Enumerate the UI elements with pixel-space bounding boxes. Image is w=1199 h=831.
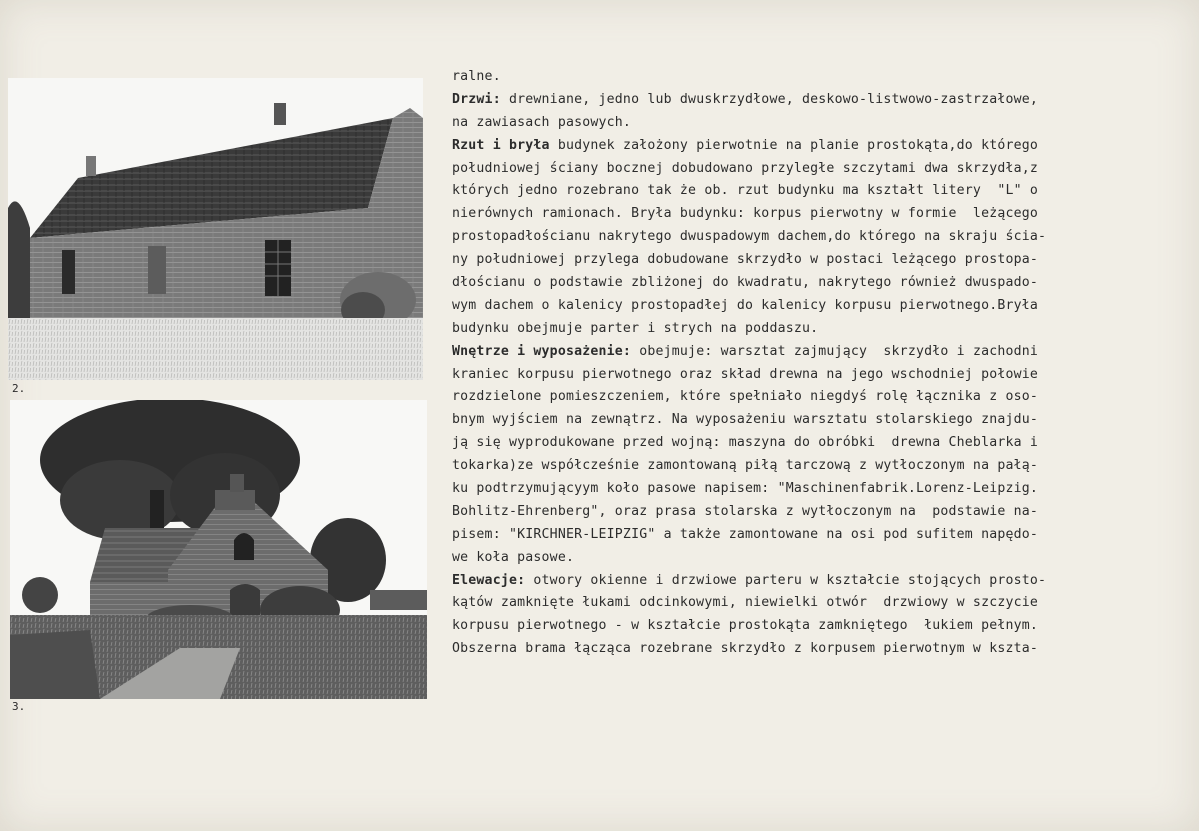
line-text: budynek założony pierwotnie na planie prostokąta,do którego <box>549 137 1039 153</box>
text-line <box>452 112 1182 135</box>
line-text: rozdzielone pomieszczeniem, które spełniało niegdyś rolę łącznika z oso- <box>452 389 1039 405</box>
photo-number-3: 3. <box>12 700 26 713</box>
text-line <box>452 158 1182 181</box>
photo-building-front-view <box>10 400 427 699</box>
line-text: których jedno rozebrano tak że ob. rzut budynku ma kształt litery "L" o <box>452 183 1039 199</box>
text-line <box>452 318 1182 341</box>
line-text: wym dachem o kalenicy prostopadłej do kalenicy korpusu pierwotnego.Bryła <box>452 297 1039 313</box>
text-line <box>452 272 1182 295</box>
section-heading: Wnętrze i wyposażenie: <box>452 343 632 359</box>
text-line <box>452 341 1182 364</box>
text-line <box>452 66 1182 89</box>
text-line <box>452 180 1182 203</box>
text-line <box>452 409 1182 432</box>
line-text: Bohlitz-Ehrenberg", oraz prasa stolarska z wytłoczonym na podstawie na- <box>452 503 1039 519</box>
typed-text-column <box>452 66 1182 661</box>
text-line <box>452 478 1182 501</box>
line-text: ją się wyprodukowane przed wojną: maszyna do obróbki drewna Cheblarka i <box>452 435 1039 451</box>
line-text: bnym wyjściem na zewnątrz. Na wyposażeniu warsztatu stolarskiego znajdu- <box>452 412 1039 428</box>
text-line <box>452 501 1182 524</box>
line-text: nierównych ramionach. Bryła budynku: korpus pierwotny w formie leżącego <box>452 206 1039 222</box>
text-line <box>452 638 1182 661</box>
section-heading: Elewacje: <box>452 572 526 588</box>
line-text: Obszerna brama łącząca rozebrane skrzydło z korpusem pierwotnym w kszta- <box>452 641 1039 657</box>
line-text: obejmuje: warsztat zajmujący skrzydło i zachodni <box>631 343 1039 359</box>
photo-building-side-view <box>8 78 423 380</box>
line-text: we koła pasowe. <box>452 549 575 565</box>
text-line <box>452 386 1182 409</box>
line-text: otwory okienne i drzwiowe parteru w kształcie stojących prosto- <box>525 572 1047 588</box>
line-text: kraniec korpusu pierwotnego oraz skład drewna na jego wschodniej połowie <box>452 366 1039 382</box>
line-text: pisem: "KIRCHNER-LEIPZIG" a także zamontowane na osi pod sufitem napędo- <box>452 526 1039 542</box>
text-line <box>452 203 1182 226</box>
line-text: drewniane, jedno lub dwuskrzydłowe, deskowo-listwowo-zastrzałowe, <box>500 91 1039 107</box>
text-line <box>452 547 1182 570</box>
line-text: ny południowej przylega dobudowane skrzydło w postaci leżącego prostopa- <box>452 252 1039 268</box>
text-line <box>452 592 1182 615</box>
building-photo-image <box>8 78 423 380</box>
text-line <box>452 615 1182 638</box>
text-line <box>452 432 1182 455</box>
text-line <box>452 295 1182 318</box>
text-line <box>452 89 1182 112</box>
text-line <box>452 249 1182 272</box>
text-line <box>452 570 1182 593</box>
section-heading: Drzwi: <box>452 91 501 107</box>
building-front-photo-image <box>10 400 427 699</box>
line-text: ralne. <box>452 69 501 84</box>
text-line <box>452 524 1182 547</box>
line-text: budynku obejmuje parter i strych na poddaszu. <box>452 320 819 336</box>
text-line <box>452 135 1182 158</box>
line-text: kątów zamknięte łukami odcinkowymi, niewielki otwór drzwiowy w szczycie <box>452 595 1039 611</box>
line-text: korpusu pierwotnego - w kształcie prostokąta zamkniętego łukiem pełnym. <box>452 618 1039 634</box>
text-line <box>452 455 1182 478</box>
text-line <box>452 226 1182 249</box>
line-text: dłościanu o podstawie zbliżonej do kwadratu, nakrytego również dwuspado- <box>452 275 1039 291</box>
section-heading: Rzut i bryła <box>452 137 550 153</box>
text-line <box>452 364 1182 387</box>
line-text: prostopadłościanu nakrytego dwuspadowym dachem,do którego na skraju ścia- <box>452 229 1047 245</box>
line-text: południowej ściany bocznej dobudowano przyległe szczytami dwa skrzydła,z <box>452 160 1039 176</box>
line-text: ku podtrzymującyym koło pasowe napisem: "Maschinenfabrik.Lorenz-Leipzig. <box>452 481 1039 497</box>
line-text: na zawiasach pasowych. <box>452 114 632 130</box>
photo-number-2: 2. <box>12 382 26 395</box>
line-text: tokarka)ze współcześnie zamontowaną piłą tarczową z wytłoczonym na pałą- <box>452 458 1039 474</box>
